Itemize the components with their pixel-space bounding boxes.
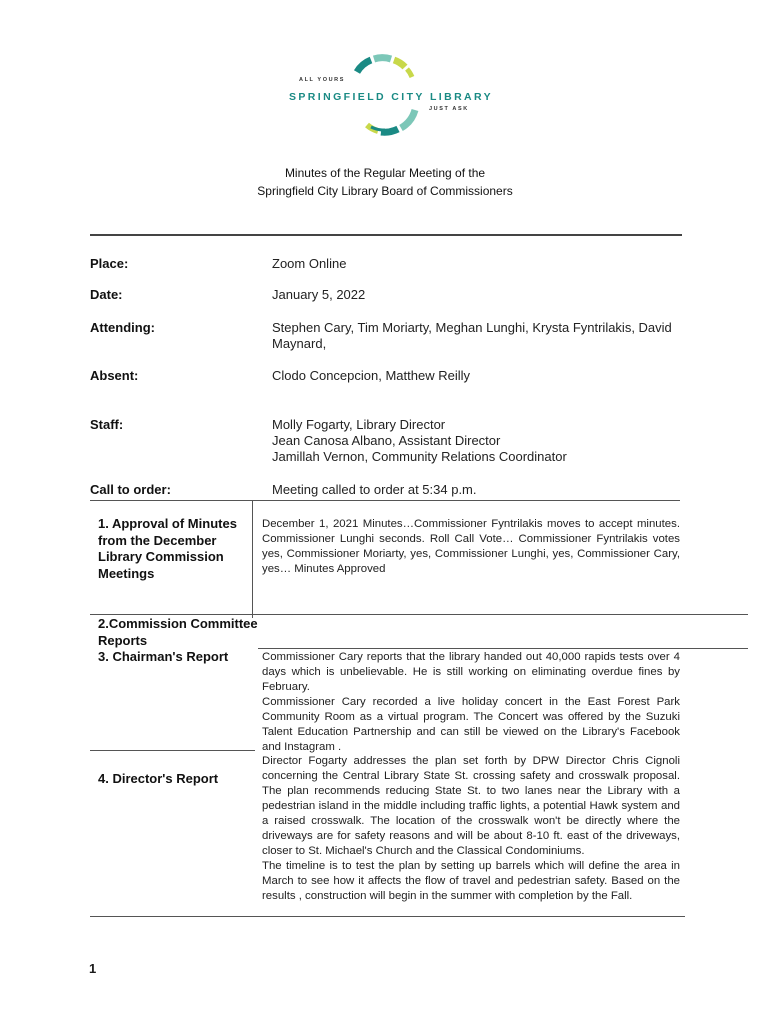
attending-value: Stephen Cary, Tim Moriarty, Meghan Lunghi, Krysta Fyntrilakis, David Maynard,: [272, 320, 672, 351]
committee-reports-label: 2.Commission Committee Reports: [98, 616, 258, 648]
director-paragraph: The timeline is to test the plan by setting up barrels which will define the area in March to see how it affects the flow of travel and pedestrian safety. Based on the results , construction will begin in the summer with completion by the Fall.: [262, 860, 680, 902]
staff-member: Jean Canosa Albano, Assistant Director: [272, 433, 501, 448]
chairman-paragraph: Commissioner Cary reports that the library handed out 40,000 rapids tests over 4 days which is unbelievable. He is still working on eliminating overdue fines by February.: [262, 651, 680, 693]
director-report-label: 4. Director's Report: [98, 771, 219, 786]
document-title-line1: Minutes of the Regular Meeting of the: [284, 166, 486, 180]
title-divider: [90, 234, 682, 236]
absent-value: Clodo Concepcion, Matthew Reilly: [272, 368, 470, 383]
chairman-report-text: [262, 650, 680, 755]
logo-name: SPRINGFIELD CITY LIBRARY: [289, 91, 494, 103]
call-to-order-value: Meeting called to order at 5:34 p.m.: [272, 482, 477, 497]
chairman-paragraph: Commissioner Cary recorded a live holiday concert in the East Forest Park Community Room as a virtual program. The Concert was offered by the Suzuki Talent Education Partnership and can still be viewed on the Library's Facebook and Instagram .: [262, 696, 680, 753]
logo-tagline: JUST ASK: [429, 106, 469, 112]
attending-label: Attending:: [90, 320, 155, 335]
director-report-text: [262, 754, 680, 904]
director-paragraph: Director Fogarty addresses the plan set forth by DPW Director Chris Cignoli concerning the Central Library State St. crossing safety and crosswalk proposal. The plan recommends reducing State St. to two lanes near the Library with a pedestrian island in the middle including traffic lights, a potential Hawk system and a raised crosswalk. The location of the crosswalk won't be directly where the driveways are for safety reasons and will be about 8-10 ft. east of the driveways, closer to St. Michael's Church and the Classical Condominiums.: [262, 755, 680, 857]
staff-member: Molly Fogarty, Library Director: [272, 417, 446, 432]
chairman-report-label: 3. Chairman's Report: [98, 649, 229, 664]
logo-top-text: ALL YOURS: [299, 77, 345, 83]
date-value: January 5, 2022: [272, 287, 366, 302]
table-row-border: [90, 614, 748, 615]
library-logo: [285, 50, 494, 140]
document-title-line2: Springfield City Library Board of Commissioners: [257, 184, 513, 198]
date-label: Date:: [90, 287, 123, 302]
table-bottom-border: [90, 916, 685, 917]
approval-minutes-label: 1. Approval of Minutes from the December Library Commission Meetings: [98, 516, 237, 581]
place-label: Place:: [90, 256, 129, 271]
table-row-border: [90, 750, 255, 751]
staff-member: Jamillah Vernon, Community Relations Coordinator: [272, 449, 567, 464]
call-to-order-label: Call to order:: [90, 482, 171, 497]
page-number: 1: [89, 961, 97, 976]
staff-label: Staff:: [90, 417, 124, 432]
absent-label: Absent:: [90, 368, 139, 383]
table-row-border: [258, 648, 748, 649]
staff-list: [272, 417, 692, 465]
place-value: Zoom Online: [272, 256, 347, 271]
table-top-border: [90, 500, 680, 501]
approval-minutes-text: December 1, 2021 Minutes…Commissioner Fyntrilakis moves to accept minutes. Commissioner Lunghi seconds. Roll Call Vote… Commissioner Fyntrilakis votes yes, Commissioner Moriarty, yes, Commissioner Lunghi, yes, Commissioner Cary, yes… Minutes Approved: [262, 518, 680, 575]
